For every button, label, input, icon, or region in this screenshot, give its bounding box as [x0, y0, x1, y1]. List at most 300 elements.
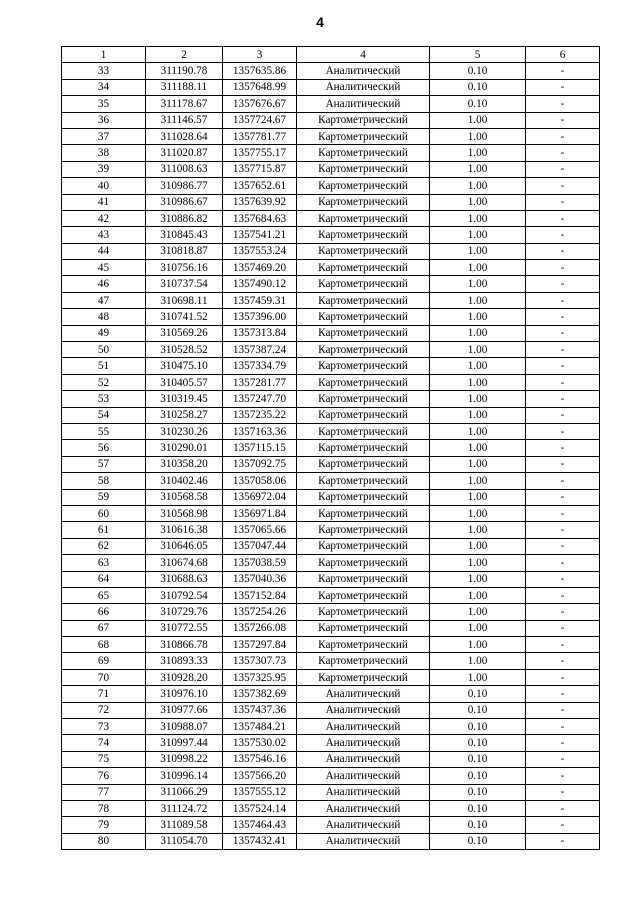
- cell-point-number: 66: [62, 604, 146, 620]
- cell-accuracy: 1.00: [430, 538, 526, 554]
- cell-note: -: [526, 538, 600, 554]
- table-row: [62, 604, 600, 620]
- cell-method: Аналитический: [297, 817, 430, 833]
- cell-x-coordinate: 310568.58: [146, 489, 223, 505]
- cell-point-number: 36: [62, 112, 146, 128]
- cell-note: -: [526, 587, 600, 603]
- cell-point-number: 55: [62, 423, 146, 439]
- cell-x-coordinate: 310986.67: [146, 194, 223, 210]
- cell-y-coordinate: 1357490.12: [223, 276, 297, 292]
- cell-y-coordinate: 1357266.08: [223, 620, 297, 636]
- cell-x-coordinate: 311146.57: [146, 112, 223, 128]
- cell-x-coordinate: 310997.44: [146, 735, 223, 751]
- cell-accuracy: 1.00: [430, 489, 526, 505]
- cell-x-coordinate: 310886.82: [146, 210, 223, 226]
- cell-accuracy: 0.10: [430, 79, 526, 95]
- cell-accuracy: 1.00: [430, 210, 526, 226]
- cell-y-coordinate: 1357396.00: [223, 309, 297, 325]
- cell-accuracy: 1.00: [430, 473, 526, 489]
- cell-point-number: 42: [62, 210, 146, 226]
- cell-y-coordinate: 1357254.26: [223, 604, 297, 620]
- cell-method: Аналитический: [297, 63, 430, 79]
- cell-point-number: 52: [62, 374, 146, 390]
- cell-y-coordinate: 1357065.66: [223, 522, 297, 538]
- cell-point-number: 74: [62, 735, 146, 751]
- cell-x-coordinate: 310698.11: [146, 292, 223, 308]
- cell-method: Картометрический: [297, 669, 430, 685]
- cell-point-number: 54: [62, 407, 146, 423]
- table-row: [62, 817, 600, 833]
- cell-method: Картометрический: [297, 489, 430, 505]
- cell-point-number: 34: [62, 79, 146, 95]
- cell-point-number: 76: [62, 768, 146, 784]
- cell-method: Картометрический: [297, 112, 430, 128]
- cell-point-number: 73: [62, 719, 146, 735]
- cell-y-coordinate: 1357092.75: [223, 456, 297, 472]
- cell-note: -: [526, 161, 600, 177]
- cell-x-coordinate: 310737.54: [146, 276, 223, 292]
- cell-accuracy: 1.00: [430, 292, 526, 308]
- cell-method: Картометрический: [297, 325, 430, 341]
- cell-accuracy: 1.00: [430, 194, 526, 210]
- cell-note: -: [526, 702, 600, 718]
- cell-x-coordinate: 310729.76: [146, 604, 223, 620]
- cell-method: Картометрический: [297, 604, 430, 620]
- cell-x-coordinate: 310866.78: [146, 637, 223, 653]
- cell-y-coordinate: 1357648.99: [223, 79, 297, 95]
- cell-method: Аналитический: [297, 79, 430, 95]
- cell-method: Картометрический: [297, 374, 430, 390]
- cell-note: -: [526, 604, 600, 620]
- cell-note: -: [526, 620, 600, 636]
- cell-x-coordinate: 311054.70: [146, 833, 223, 849]
- coordinates-table: [61, 46, 600, 850]
- cell-y-coordinate: 1357163.36: [223, 423, 297, 439]
- cell-note: -: [526, 292, 600, 308]
- cell-accuracy: 0.10: [430, 63, 526, 79]
- cell-point-number: 47: [62, 292, 146, 308]
- cell-accuracy: 1.00: [430, 604, 526, 620]
- cell-x-coordinate: 310475.10: [146, 358, 223, 374]
- cell-point-number: 41: [62, 194, 146, 210]
- cell-y-coordinate: 1357058.06: [223, 473, 297, 489]
- cell-note: -: [526, 735, 600, 751]
- cell-x-coordinate: 310996.14: [146, 768, 223, 784]
- cell-y-coordinate: 1357755.17: [223, 145, 297, 161]
- cell-x-coordinate: 310977.66: [146, 702, 223, 718]
- cell-method: Картометрический: [297, 440, 430, 456]
- cell-method: Картометрический: [297, 653, 430, 669]
- cell-note: -: [526, 423, 600, 439]
- table-row: [62, 391, 600, 407]
- cell-x-coordinate: 311124.72: [146, 800, 223, 816]
- cell-x-coordinate: 310988.07: [146, 719, 223, 735]
- cell-accuracy: 1.00: [430, 178, 526, 194]
- cell-y-coordinate: 1357524.14: [223, 800, 297, 816]
- cell-accuracy: 1.00: [430, 571, 526, 587]
- cell-method: Картометрический: [297, 260, 430, 276]
- table-row: [62, 194, 600, 210]
- table-row: [62, 751, 600, 767]
- cell-y-coordinate: 1357553.24: [223, 243, 297, 259]
- cell-point-number: 67: [62, 620, 146, 636]
- table-row: [62, 571, 600, 587]
- cell-method: Картометрический: [297, 243, 430, 259]
- cell-point-number: 60: [62, 505, 146, 521]
- cell-note: -: [526, 374, 600, 390]
- cell-point-number: 40: [62, 178, 146, 194]
- cell-accuracy: 1.00: [430, 309, 526, 325]
- cell-accuracy: 1.00: [430, 522, 526, 538]
- cell-method: Картометрический: [297, 456, 430, 472]
- cell-y-coordinate: 1357715.87: [223, 161, 297, 177]
- cell-note: -: [526, 407, 600, 423]
- cell-accuracy: 1.00: [430, 374, 526, 390]
- table-row: [62, 669, 600, 685]
- cell-x-coordinate: 310616.38: [146, 522, 223, 538]
- cell-method: Аналитический: [297, 719, 430, 735]
- cell-point-number: 44: [62, 243, 146, 259]
- table-row: [62, 637, 600, 653]
- cell-accuracy: 1.00: [430, 260, 526, 276]
- cell-note: -: [526, 128, 600, 144]
- cell-note: -: [526, 243, 600, 259]
- table-row: [62, 342, 600, 358]
- cell-method: Картометрический: [297, 571, 430, 587]
- table-row: [62, 276, 600, 292]
- cell-note: -: [526, 276, 600, 292]
- cell-method: Картометрический: [297, 587, 430, 603]
- cell-accuracy: 0.10: [430, 735, 526, 751]
- cell-method: Картометрический: [297, 161, 430, 177]
- cell-accuracy: 1.00: [430, 243, 526, 259]
- cell-note: -: [526, 210, 600, 226]
- table-row: [62, 96, 600, 112]
- table-row: [62, 538, 600, 554]
- table-row: [62, 210, 600, 226]
- cell-y-coordinate: 1357038.59: [223, 555, 297, 571]
- cell-y-coordinate: 1357484.21: [223, 719, 297, 735]
- cell-note: -: [526, 637, 600, 653]
- cell-point-number: 59: [62, 489, 146, 505]
- cell-method: Картометрический: [297, 309, 430, 325]
- cell-method: Картометрический: [297, 538, 430, 554]
- cell-method: Аналитический: [297, 800, 430, 816]
- cell-accuracy: 1.00: [430, 325, 526, 341]
- cell-y-coordinate: 1357724.67: [223, 112, 297, 128]
- cell-y-coordinate: 1357459.31: [223, 292, 297, 308]
- cell-x-coordinate: 310976.10: [146, 686, 223, 702]
- cell-note: -: [526, 505, 600, 521]
- cell-note: -: [526, 653, 600, 669]
- cell-note: -: [526, 358, 600, 374]
- cell-y-coordinate: 1357635.86: [223, 63, 297, 79]
- cell-point-number: 75: [62, 751, 146, 767]
- table-row: [62, 702, 600, 718]
- cell-y-coordinate: 1357040.36: [223, 571, 297, 587]
- cell-y-coordinate: 1357676.67: [223, 96, 297, 112]
- cell-note: -: [526, 96, 600, 112]
- table-row: [62, 735, 600, 751]
- cell-point-number: 38: [62, 145, 146, 161]
- cell-point-number: 39: [62, 161, 146, 177]
- cell-note: -: [526, 571, 600, 587]
- cell-point-number: 50: [62, 342, 146, 358]
- cell-y-coordinate: 1357115.15: [223, 440, 297, 456]
- cell-point-number: 69: [62, 653, 146, 669]
- cell-accuracy: 1.00: [430, 145, 526, 161]
- cell-x-coordinate: 310402.46: [146, 473, 223, 489]
- cell-point-number: 57: [62, 456, 146, 472]
- cell-note: -: [526, 751, 600, 767]
- cell-y-coordinate: 1357247.70: [223, 391, 297, 407]
- cell-y-coordinate: 1357437.36: [223, 702, 297, 718]
- cell-method: Картометрический: [297, 292, 430, 308]
- cell-note: -: [526, 79, 600, 95]
- table-row: [62, 800, 600, 816]
- cell-x-coordinate: 311178.67: [146, 96, 223, 112]
- cell-note: -: [526, 63, 600, 79]
- cell-method: Картометрический: [297, 358, 430, 374]
- cell-note: -: [526, 309, 600, 325]
- cell-note: -: [526, 555, 600, 571]
- cell-y-coordinate: 1357382.69: [223, 686, 297, 702]
- cell-y-coordinate: 1357652.61: [223, 178, 297, 194]
- table-row: [62, 292, 600, 308]
- cell-x-coordinate: 310319.45: [146, 391, 223, 407]
- cell-note: -: [526, 194, 600, 210]
- cell-y-coordinate: 1357313.84: [223, 325, 297, 341]
- cell-note: -: [526, 145, 600, 161]
- cell-point-number: 61: [62, 522, 146, 538]
- cell-method: Аналитический: [297, 833, 430, 849]
- cell-accuracy: 1.00: [430, 637, 526, 653]
- cell-y-coordinate: 1357387.24: [223, 342, 297, 358]
- cell-point-number: 43: [62, 227, 146, 243]
- cell-x-coordinate: 310893.33: [146, 653, 223, 669]
- cell-y-coordinate: 1357307.73: [223, 653, 297, 669]
- cell-note: -: [526, 227, 600, 243]
- cell-accuracy: 1.00: [430, 128, 526, 144]
- cell-y-coordinate: 1356972.04: [223, 489, 297, 505]
- table-row: [62, 161, 600, 177]
- cell-note: -: [526, 669, 600, 685]
- cell-note: -: [526, 522, 600, 538]
- cell-x-coordinate: 310756.16: [146, 260, 223, 276]
- cell-x-coordinate: 310528.52: [146, 342, 223, 358]
- cell-x-coordinate: 310928.20: [146, 669, 223, 685]
- cell-method: Аналитический: [297, 96, 430, 112]
- table-row: [62, 260, 600, 276]
- cell-accuracy: 0.10: [430, 751, 526, 767]
- cell-method: Картометрический: [297, 620, 430, 636]
- cell-accuracy: 1.00: [430, 391, 526, 407]
- cell-note: -: [526, 260, 600, 276]
- cell-point-number: 78: [62, 800, 146, 816]
- cell-x-coordinate: 311188.11: [146, 79, 223, 95]
- cell-note: -: [526, 178, 600, 194]
- cell-x-coordinate: 310646.05: [146, 538, 223, 554]
- cell-accuracy: 1.00: [430, 555, 526, 571]
- cell-accuracy: 1.00: [430, 342, 526, 358]
- cell-note: -: [526, 440, 600, 456]
- cell-x-coordinate: 310230.26: [146, 423, 223, 439]
- cell-accuracy: 1.00: [430, 407, 526, 423]
- column-header: 5: [430, 47, 526, 63]
- cell-method: Картометрический: [297, 210, 430, 226]
- cell-point-number: 53: [62, 391, 146, 407]
- cell-method: Картометрический: [297, 227, 430, 243]
- cell-note: -: [526, 489, 600, 505]
- column-header: 2: [146, 47, 223, 63]
- table-body: [62, 63, 600, 850]
- table-row: [62, 243, 600, 259]
- cell-point-number: 35: [62, 96, 146, 112]
- cell-method: Картометрический: [297, 522, 430, 538]
- cell-note: -: [526, 817, 600, 833]
- table-row: [62, 407, 600, 423]
- table-row: [62, 768, 600, 784]
- cell-accuracy: 0.10: [430, 719, 526, 735]
- cell-x-coordinate: 310358.20: [146, 456, 223, 472]
- column-header: 3: [223, 47, 297, 63]
- cell-method: Картометрический: [297, 637, 430, 653]
- cell-accuracy: 0.10: [430, 833, 526, 849]
- cell-y-coordinate: 1357781.77: [223, 128, 297, 144]
- cell-y-coordinate: 1357541.21: [223, 227, 297, 243]
- cell-x-coordinate: 310674.68: [146, 555, 223, 571]
- table-row: [62, 505, 600, 521]
- cell-accuracy: 1.00: [430, 587, 526, 603]
- cell-accuracy: 1.00: [430, 423, 526, 439]
- table-row: [62, 309, 600, 325]
- cell-x-coordinate: 310792.54: [146, 587, 223, 603]
- cell-x-coordinate: 311028.64: [146, 128, 223, 144]
- cell-x-coordinate: 310688.63: [146, 571, 223, 587]
- cell-accuracy: 0.10: [430, 702, 526, 718]
- cell-y-coordinate: 1357281.77: [223, 374, 297, 390]
- table-row: [62, 79, 600, 95]
- cell-point-number: 33: [62, 63, 146, 79]
- cell-note: -: [526, 325, 600, 341]
- cell-method: Аналитический: [297, 735, 430, 751]
- cell-point-number: 58: [62, 473, 146, 489]
- cell-point-number: 72: [62, 702, 146, 718]
- cell-y-coordinate: 1357297.84: [223, 637, 297, 653]
- cell-x-coordinate: 310290.01: [146, 440, 223, 456]
- cell-note: -: [526, 800, 600, 816]
- cell-accuracy: 1.00: [430, 227, 526, 243]
- cell-x-coordinate: 310772.55: [146, 620, 223, 636]
- cell-y-coordinate: 1357047.44: [223, 538, 297, 554]
- cell-point-number: 56: [62, 440, 146, 456]
- table-row: [62, 473, 600, 489]
- cell-x-coordinate: 310569.26: [146, 325, 223, 341]
- table-row: [62, 178, 600, 194]
- cell-note: -: [526, 784, 600, 800]
- table-row: [62, 784, 600, 800]
- cell-method: Аналитический: [297, 768, 430, 784]
- cell-point-number: 80: [62, 833, 146, 849]
- cell-point-number: 70: [62, 669, 146, 685]
- cell-y-coordinate: 1357684.63: [223, 210, 297, 226]
- table-row: [62, 555, 600, 571]
- cell-y-coordinate: 1357469.20: [223, 260, 297, 276]
- cell-accuracy: 1.00: [430, 358, 526, 374]
- cell-x-coordinate: 310818.87: [146, 243, 223, 259]
- page-number: 4: [316, 14, 324, 30]
- cell-method: Картометрический: [297, 194, 430, 210]
- cell-accuracy: 0.10: [430, 800, 526, 816]
- cell-y-coordinate: 1357325.95: [223, 669, 297, 685]
- table-row: [62, 587, 600, 603]
- cell-note: -: [526, 391, 600, 407]
- cell-accuracy: 0.10: [430, 96, 526, 112]
- table-row: [62, 112, 600, 128]
- table-row: [62, 719, 600, 735]
- cell-point-number: 77: [62, 784, 146, 800]
- cell-x-coordinate: 310258.27: [146, 407, 223, 423]
- cell-method: Аналитический: [297, 686, 430, 702]
- cell-accuracy: 1.00: [430, 456, 526, 472]
- cell-method: Картометрический: [297, 276, 430, 292]
- table-row: [62, 227, 600, 243]
- column-header: 4: [297, 47, 430, 63]
- cell-y-coordinate: 1356971.84: [223, 505, 297, 521]
- table-row: [62, 620, 600, 636]
- cell-point-number: 45: [62, 260, 146, 276]
- cell-y-coordinate: 1357555.12: [223, 784, 297, 800]
- cell-note: -: [526, 112, 600, 128]
- cell-point-number: 71: [62, 686, 146, 702]
- cell-accuracy: 1.00: [430, 112, 526, 128]
- table-row: [62, 128, 600, 144]
- cell-note: -: [526, 342, 600, 358]
- cell-method: Аналитический: [297, 702, 430, 718]
- cell-x-coordinate: 310845.43: [146, 227, 223, 243]
- cell-y-coordinate: 1357546.16: [223, 751, 297, 767]
- table-row: [62, 833, 600, 849]
- cell-x-coordinate: 310986.77: [146, 178, 223, 194]
- cell-point-number: 46: [62, 276, 146, 292]
- cell-point-number: 48: [62, 309, 146, 325]
- cell-accuracy: 1.00: [430, 276, 526, 292]
- cell-point-number: 63: [62, 555, 146, 571]
- cell-y-coordinate: 1357566.20: [223, 768, 297, 784]
- cell-x-coordinate: 310568.98: [146, 505, 223, 521]
- cell-accuracy: 0.10: [430, 817, 526, 833]
- cell-point-number: 37: [62, 128, 146, 144]
- cell-method: Картометрический: [297, 342, 430, 358]
- cell-method: Картометрический: [297, 407, 430, 423]
- cell-accuracy: 0.10: [430, 686, 526, 702]
- cell-note: -: [526, 768, 600, 784]
- cell-x-coordinate: 310741.52: [146, 309, 223, 325]
- table-row: [62, 325, 600, 341]
- table-row: [62, 374, 600, 390]
- cell-x-coordinate: 311089.58: [146, 817, 223, 833]
- cell-accuracy: 0.10: [430, 768, 526, 784]
- cell-point-number: 64: [62, 571, 146, 587]
- cell-accuracy: 1.00: [430, 161, 526, 177]
- table-row: [62, 423, 600, 439]
- table-row: [62, 456, 600, 472]
- cell-method: Картометрический: [297, 128, 430, 144]
- cell-x-coordinate: 310405.57: [146, 374, 223, 390]
- cell-note: -: [526, 473, 600, 489]
- cell-method: Картометрический: [297, 423, 430, 439]
- table-row: [62, 145, 600, 161]
